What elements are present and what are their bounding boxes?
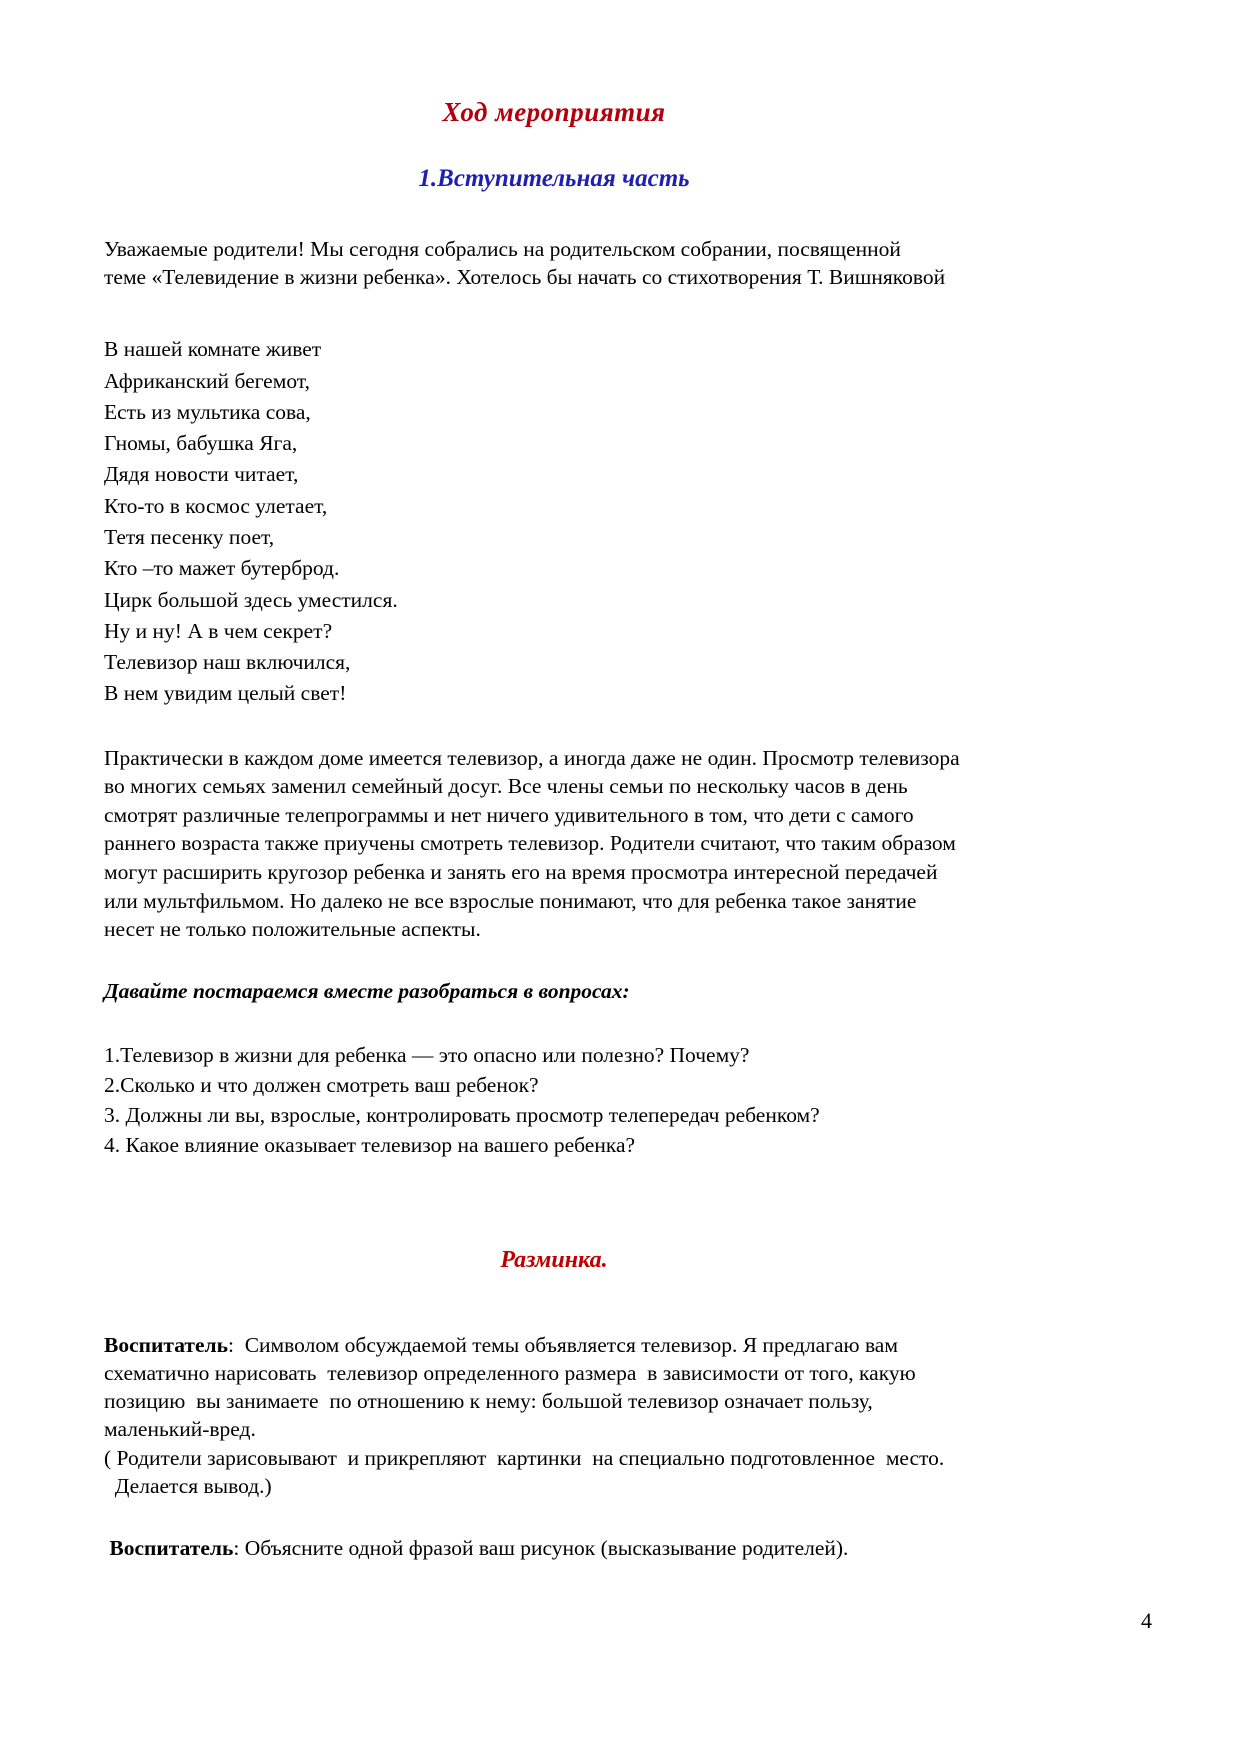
poem-line: Кто –то мажет бутерброд. (104, 556, 340, 581)
vospitatel-line-1 (104, 1331, 1004, 1359)
spacer-after-razminka (104, 1275, 1004, 1331)
question-item: 2.Сколько и что должен смотреть ваш ребенок? (104, 1072, 539, 1097)
poem-block (104, 334, 1004, 709)
question-item: 4. Какое влияние оказывает телевизор на вашего ребенка? (104, 1133, 636, 1158)
question-item: 3. Должны ли вы, взрослые, контролировать просмотр телепередач ребенком? (104, 1102, 820, 1127)
body-line: или мультфильмом. Но далеко не все взрослые понимают, что для ребенка такое занятие (104, 888, 917, 913)
body-line: раннего возраста также приучены смотреть телевизор. Родители считают, что таким образом (104, 831, 956, 856)
vospitatel-paragraph-2 (104, 1534, 1004, 1562)
poem-line: Гномы, бабушка Яга, (104, 431, 298, 456)
poem-line: Кто-то в космос улетает, (104, 493, 328, 518)
page-title: Ход мероприятия (442, 97, 666, 127)
poem-line: Тетя песенку поет, (104, 524, 275, 549)
body-line: во многих семьях заменил семейный досуг. Все члены семьи по нескольку часов в день (104, 774, 908, 799)
poem-line: Есть из мультика сова, (104, 399, 311, 424)
poem-line: Ну и ну! А в чем секрет? (104, 618, 333, 643)
intro-line-1: Уважаемые родители! Мы сегодня собрались на родительском собрании, посвященной (104, 237, 901, 262)
poem-line: В нашей комнате живет (104, 337, 322, 362)
vospitatel-line: маленький-вред. (104, 1417, 256, 1442)
questions-heading: Давайте постараемся вместе разобраться в вопросах: (104, 978, 630, 1003)
vospitatel-line: ( Родители зарисовывают и прикрепляют картинки на специально подготовленное место. (104, 1445, 945, 1470)
vospitatel-line: позицию вы занимаете по отношению к нему: большой телевизор означает пользу, (104, 1389, 873, 1414)
razminka-heading: Разминка. (500, 1247, 608, 1274)
questions-list (104, 1040, 1004, 1160)
page-number: 4 (1141, 1608, 1152, 1633)
vospitatel-line: Делается вывод.) (104, 1473, 272, 1498)
spacer-between-vospitatel (104, 1500, 1004, 1534)
spacer-after-poem (104, 710, 1004, 744)
poem-line: В нем увидим целый свет! (104, 681, 347, 706)
spacer-before-razminka (104, 1160, 1004, 1246)
document-content (104, 96, 1004, 1562)
vospitatel-text: : Объясните одной фразой ваш рисунок (высказывание родителей). (233, 1535, 849, 1560)
vospitatel-text: : Символом обсуждаемой темы объявляется телевизор. Я предлагаю вам (227, 1332, 898, 1357)
section-subtitle: 1.Вступительная часть (418, 165, 690, 193)
intro-line-2: теме «Телевидение в жизни ребенка». Хотелось бы начать со стихотворения Т. Вишняковой (104, 265, 946, 290)
poem-line: Телевизор наш включился, (104, 650, 351, 675)
vospitatel-line: схематично нарисовать телевизор определенного размера в зависимости от того, какую (104, 1361, 916, 1386)
body-line: Практически в каждом доме имеется телевизор, а иногда даже не один. Просмотр телевизора (104, 745, 960, 770)
intro-paragraph (104, 236, 1004, 292)
poem-line: Цирк большой здесь уместился. (104, 587, 398, 612)
body-line: смотрят различные телепрограммы и нет ничего удивительного в том, что дети с самого (104, 802, 914, 827)
spacer-after-intro (104, 300, 1004, 334)
spacer-after-questions-heading (104, 1006, 1004, 1040)
poem-line: Дядя новости читает, (104, 462, 299, 487)
body-paragraph (104, 744, 1004, 944)
vospitatel-paragraph-1 (104, 1331, 1004, 1500)
speaker-label: Воспитатель (104, 1332, 228, 1357)
speaker-label: Воспитатель (104, 1535, 234, 1560)
question-item: 1.Телевизор в жизни для ребенка — это опасно или полезно? Почему? (104, 1042, 750, 1067)
body-line: несет не только положительные аспекты. (104, 917, 481, 942)
vospitatel-line-2 (104, 1534, 1004, 1562)
body-line: могут расширить кругозор ребенка и занять его на время просмотра интересной передачей (104, 860, 938, 885)
spacer-after-body (104, 944, 1004, 978)
poem-line: Африканский бегемот, (104, 368, 310, 393)
